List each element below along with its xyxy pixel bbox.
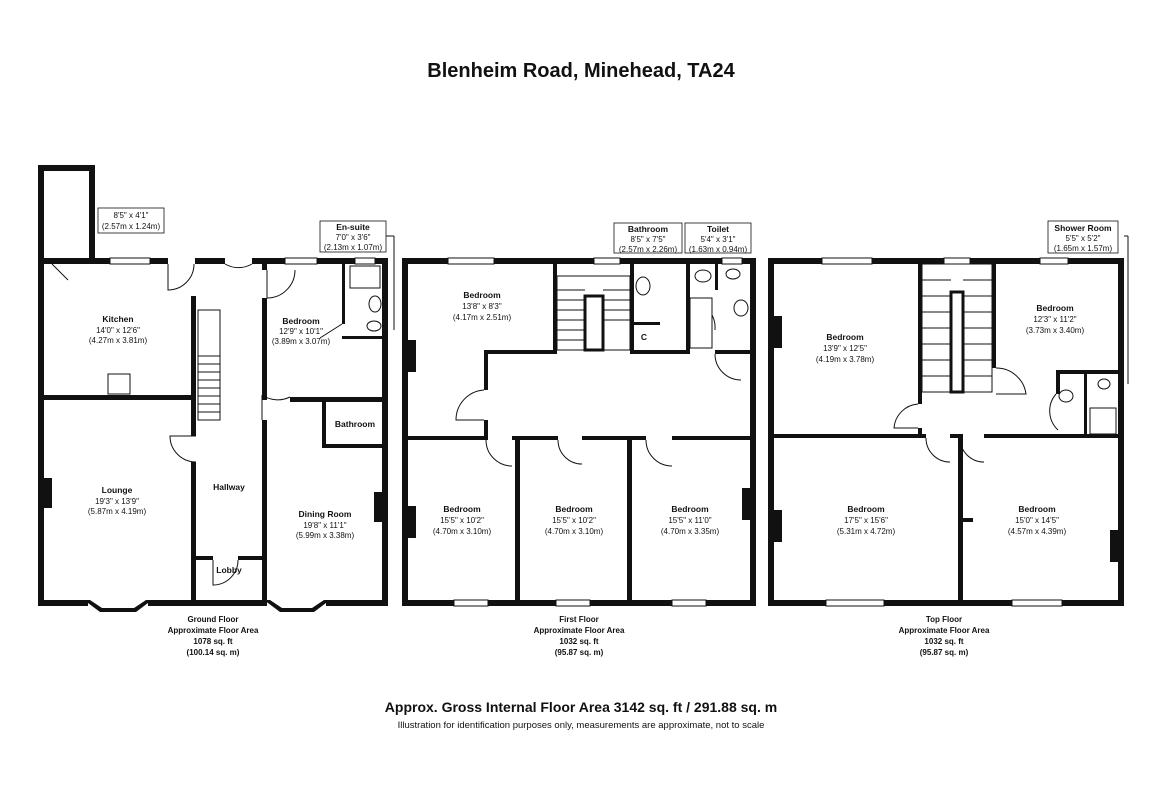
- first-bathroom-metric: (2.57m x 2.26m): [618, 245, 678, 254]
- first-floor-label-3: 1032 sq. ft: [559, 637, 599, 646]
- first-bedroom-top-imperial: 13'8" x 8'3": [462, 302, 502, 311]
- top-bedroom-a-metric: (4.19m x 3.78m): [815, 355, 875, 364]
- ground-bathroom-label: Bathroom: [334, 419, 376, 429]
- shower-room-imperial: 5'5" x 5'2": [1065, 234, 1101, 243]
- first-bedroom-1-label: Bedroom: [443, 504, 481, 514]
- lobby-label: Lobby: [216, 565, 242, 575]
- ensuite-label: En-suite: [336, 222, 370, 232]
- hallway-label: Hallway: [213, 482, 245, 492]
- ground-bedroom-size-metric: (3.89m x 3.07m): [271, 337, 331, 346]
- lounge-size-metric: (5.87m x 4.19m): [87, 507, 147, 516]
- ground-floor-label-4: (100.14 sq. m): [186, 648, 240, 657]
- first-bedroom-top-label: Bedroom: [463, 290, 501, 300]
- gross-area: Approx. Gross Internal Floor Area 3142 sq. ft / 291.88 sq. m: [384, 699, 778, 715]
- first-floor-label-4: (95.87 sq. m): [554, 648, 604, 657]
- top-bedroom-a-label: Bedroom: [826, 332, 864, 342]
- top-floor: [768, 236, 1128, 606]
- first-bedroom-2-metric: (4.70m x 3.10m): [544, 527, 604, 536]
- kitchen-size-imperial: 14'0" x 12'6": [96, 326, 140, 335]
- first-floor-label-1: First Floor: [559, 615, 599, 624]
- shower-room-label: Shower Room: [1054, 223, 1112, 233]
- kitchen-size-metric: (4.27m x 3.81m): [88, 336, 148, 345]
- top-bedroom-d-metric: (4.57m x 4.39m): [1007, 527, 1067, 536]
- store-size-imperial: 8'5" x 4'1": [113, 211, 149, 220]
- lounge-size-imperial: 19'3" x 13'9": [95, 497, 139, 506]
- toilet-metric: (1.63m x 0.94m): [688, 245, 748, 254]
- top-bedroom-c-metric: (5.31m x 4.72m): [836, 527, 896, 536]
- first-bathroom-label: Bathroom: [627, 224, 669, 234]
- dining-size-metric: (5.99m x 3.38m): [295, 531, 355, 540]
- kitchen-label: Kitchen: [102, 314, 134, 324]
- lounge-label: Lounge: [101, 485, 133, 495]
- toilet-imperial: 5'4" x 3'1": [700, 235, 736, 244]
- top-bedroom-d-imperial: 15'0" x 14'5": [1015, 516, 1059, 525]
- ground-floor-label-2: Approximate Floor Area: [167, 626, 259, 635]
- first-bedroom-1-metric: (4.70m x 3.10m): [432, 527, 492, 536]
- ensuite-size-imperial: 7'0" x 3'6": [335, 233, 371, 242]
- ground-bedroom-size-imperial: 12'9" x 10'1": [279, 327, 323, 336]
- top-bedroom-c-label: Bedroom: [847, 504, 885, 514]
- store-size-metric: (2.57m x 1.24m): [101, 222, 161, 231]
- ground-floor-label-3: 1078 sq. ft: [193, 637, 233, 646]
- top-bedroom-b-label: Bedroom: [1036, 303, 1074, 313]
- dining-size-imperial: 19'8" x 11'1": [303, 521, 347, 530]
- top-bedroom-b-imperial: 12'3" x 11'2": [1033, 315, 1077, 324]
- top-bedroom-a-imperial: 13'9" x 12'5": [823, 344, 867, 353]
- top-floor-label-1: Top Floor: [925, 615, 963, 624]
- first-floor: [402, 258, 756, 606]
- shower-room-metric: (1.65m x 1.57m): [1053, 244, 1113, 253]
- top-bedroom-d-label: Bedroom: [1018, 504, 1056, 514]
- first-bedroom-2-label: Bedroom: [555, 504, 593, 514]
- first-floor-label-2: Approximate Floor Area: [533, 626, 625, 635]
- dining-room-label: Dining Room: [298, 509, 352, 519]
- toilet-label: Toilet: [706, 224, 730, 234]
- first-bedroom-3-label: Bedroom: [671, 504, 709, 514]
- top-floor-label-4: (95.87 sq. m): [919, 648, 969, 657]
- top-bedroom-c-imperial: 17'5" x 15'6": [844, 516, 888, 525]
- first-bedroom-3-metric: (4.70m x 3.35m): [660, 527, 720, 536]
- first-bedroom-2-imperial: 15'5" x 10'2": [552, 516, 596, 525]
- first-bathroom-imperial: 8'5" x 7'5": [630, 235, 666, 244]
- first-bedroom-3-imperial: 15'5" x 11'0": [668, 516, 712, 525]
- ground-bedroom-label: Bedroom: [282, 316, 320, 326]
- first-bedroom-1-imperial: 15'5" x 10'2": [440, 516, 484, 525]
- ground-floor-label-1: Ground Floor: [187, 615, 239, 624]
- cupboard-label: C: [640, 332, 648, 342]
- top-floor-label-2: Approximate Floor Area: [898, 626, 990, 635]
- top-bedroom-b-metric: (3.73m x 3.40m): [1025, 326, 1085, 335]
- disclaimer: Illustration for identification purposes only, measurements are approximate, not to scale: [397, 720, 765, 731]
- page-title: Blenheim Road, Minehead, TA24: [427, 60, 735, 82]
- first-bedroom-top-metric: (4.17m x 2.51m): [452, 313, 512, 322]
- ensuite-size-metric: (2.13m x 1.07m): [323, 243, 383, 252]
- top-floor-label-3: 1032 sq. ft: [924, 637, 964, 646]
